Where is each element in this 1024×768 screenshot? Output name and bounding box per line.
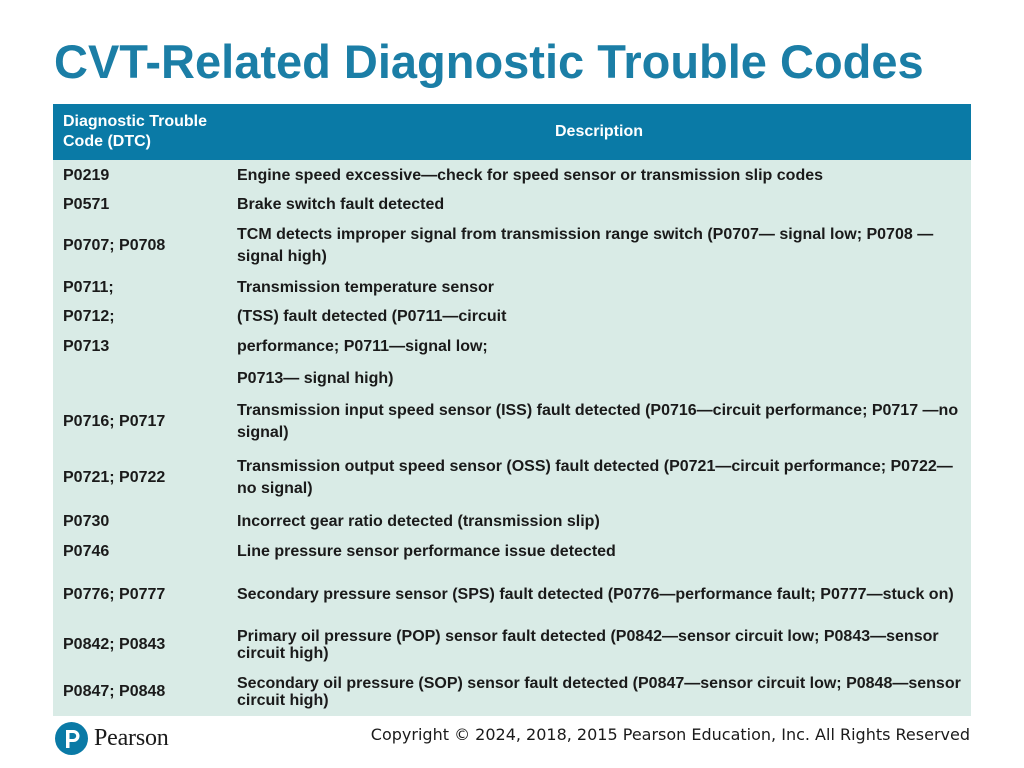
dtc-code: P0730 [53, 506, 227, 537]
table-row [53, 303, 971, 330]
pearson-wordmark: Pearson [94, 724, 169, 751]
dtc-code: P0219 [53, 160, 227, 191]
table-row [53, 219, 971, 273]
table-row [53, 273, 971, 303]
dtc-description: (TSS) fault detected (P0711—circuit [227, 303, 971, 330]
slide-title: CVT-Related Diagnostic Trouble Codes [54, 35, 924, 88]
table-row [53, 622, 971, 668]
pearson-p-icon [55, 722, 88, 755]
dtc-description: Engine speed excessive—check for speed sensor or transmission slip codes [227, 160, 971, 191]
dtc-description: Transmission temperature sensor [227, 273, 971, 303]
dtc-description: P0713— signal high) [227, 363, 971, 394]
dtc-description: Brake switch fault detected [227, 191, 971, 219]
dtc-description: performance; P0711—signal low; [227, 330, 971, 363]
dtc-code: P0713 [53, 330, 227, 363]
dtc-code: P0847; P0848 [53, 668, 227, 716]
table-row [53, 394, 971, 450]
table-row [53, 450, 971, 506]
dtc-description: Secondary oil pressure (SOP) sensor fault detected (P0847—sensor circuit low; P0848—sensor circuit high) [227, 668, 971, 716]
dtc-code: P0711; [53, 273, 227, 303]
dtc-description: Line pressure sensor performance issue detected [227, 537, 971, 567]
table-row [53, 668, 971, 716]
table-row [53, 330, 971, 363]
table-row [53, 191, 971, 219]
dtc-code: P0707; P0708 [53, 219, 227, 273]
table-row [53, 506, 971, 537]
dtc-description: Secondary pressure sensor (SPS) fault detected (P0776—performance fault; P0777—stuck on) [227, 567, 971, 622]
copyright-notice: Copyright © 2024, 2018, 2015 Pearson Education, Inc. All Rights Reserved [370, 725, 970, 744]
table-row [53, 537, 971, 567]
table-row [53, 160, 971, 191]
dtc-description: Incorrect gear ratio detected (transmission slip) [227, 506, 971, 537]
table-row [53, 363, 971, 394]
pearson-logo [55, 720, 169, 756]
dtc-code: P0716; P0717 [53, 394, 227, 450]
dtc-code: P0746 [53, 537, 227, 567]
dtc-table [53, 104, 971, 716]
dtc-code: P0776; P0777 [53, 567, 227, 622]
dtc-code: P0571 [53, 191, 227, 219]
dtc-code: P0842; P0843 [53, 622, 227, 668]
dtc-description: Transmission input speed sensor (ISS) fault detected (P0716—circuit performance; P0717 —no signal) [227, 394, 971, 450]
dtc-code: P0721; P0722 [53, 450, 227, 506]
dtc-code [53, 363, 227, 394]
header-dtc: Diagnostic Trouble Code (DTC) [53, 104, 227, 160]
dtc-description: Transmission output speed sensor (OSS) fault detected (P0721—circuit performance; P0722—no signal) [227, 450, 971, 506]
table-header-row [53, 104, 971, 160]
dtc-table-container [53, 104, 971, 716]
dtc-description: Primary oil pressure (POP) sensor fault detected (P0842—sensor circuit low; P0843—sensor circuit high) [227, 622, 971, 668]
dtc-description: TCM detects improper signal from transmission range switch (P0707— signal low; P0708 —signal high) [227, 219, 971, 273]
header-description: Description [227, 104, 971, 160]
dtc-code: P0712; [53, 303, 227, 330]
table-row [53, 567, 971, 622]
